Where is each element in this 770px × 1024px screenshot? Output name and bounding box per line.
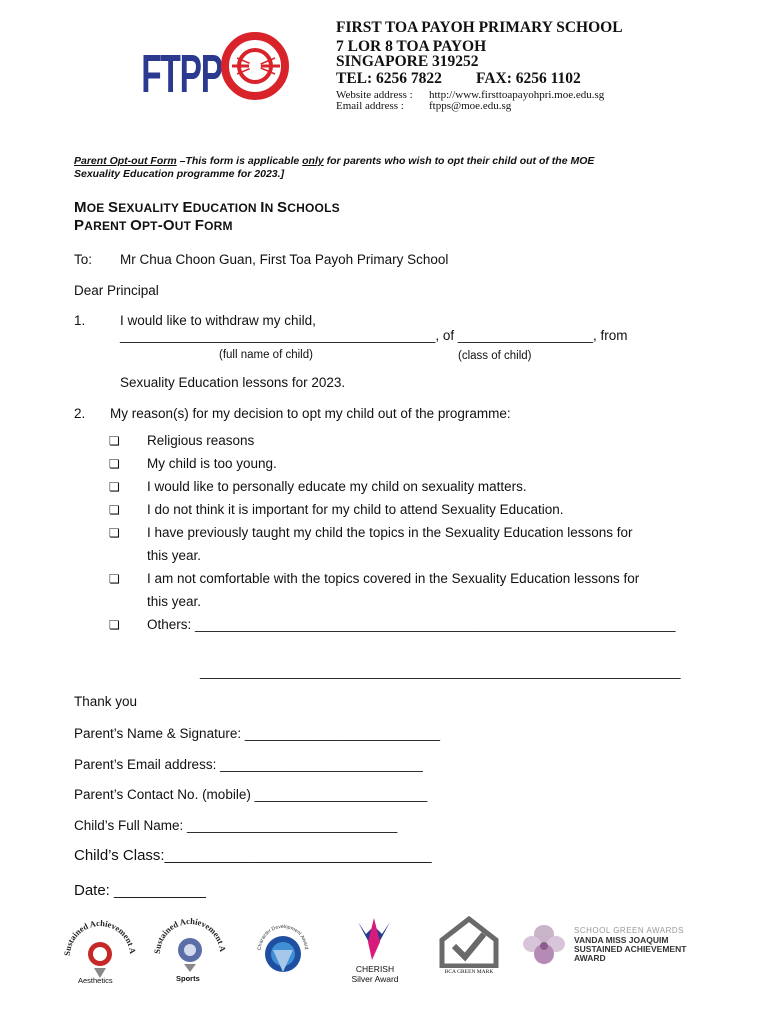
thank-you: Thank you bbox=[74, 694, 138, 709]
note-prefix: Parent Opt-out Form bbox=[74, 155, 177, 167]
award-sports bbox=[150, 914, 230, 994]
award-aesthetics-ring-text: Sustained Achievement A bbox=[61, 918, 138, 957]
title-fragment: S bbox=[107, 199, 119, 216]
checkbox-others[interactable]: ❏ bbox=[109, 618, 120, 632]
cherish-title: CHERISH bbox=[355, 964, 395, 974]
checkbox-religious[interactable]: ❏ bbox=[109, 434, 120, 448]
to-label: To: bbox=[74, 252, 93, 267]
bca-caption: BCA GREEN MARK bbox=[444, 969, 494, 975]
award-aesthetics bbox=[60, 918, 140, 998]
title-fragment: DUCATION bbox=[192, 201, 261, 215]
title-fragment: OE bbox=[86, 201, 108, 215]
award-bca-green-mark bbox=[438, 916, 500, 980]
recipient: Mr Chua Choon Guan, First Toa Payoh Primary School bbox=[120, 252, 449, 267]
item-1-line-3: Sexuality Education lessons for 2023. bbox=[120, 375, 346, 390]
reason-others[interactable]: Others: ________________________________________________________________ bbox=[147, 617, 676, 632]
item-2-text: My reason(s) for my decision to opt my child out of the programme: bbox=[110, 406, 511, 421]
caption-full-name: (full name of child) bbox=[219, 349, 313, 361]
form-title-line-1 bbox=[74, 199, 340, 217]
others-line-2[interactable]: ________________________________________________________________ bbox=[200, 664, 681, 679]
checkbox-too-young[interactable]: ❏ bbox=[109, 457, 120, 471]
title-fragment: N bbox=[264, 201, 278, 215]
note-mid: –This form is applicable bbox=[176, 155, 303, 167]
green-awards-line-1: SCHOOL GREEN AWARDS bbox=[574, 926, 684, 935]
salutation: Dear Principal bbox=[74, 283, 159, 298]
title-fragment: I bbox=[260, 199, 265, 216]
note-line-2: Sexuality Education programme for 2023.] bbox=[74, 168, 285, 180]
award-character-development bbox=[253, 920, 313, 980]
form-title-line-2 bbox=[74, 217, 233, 235]
title-fragment: E bbox=[182, 199, 193, 216]
title-fragment: F bbox=[194, 217, 205, 234]
award-sports-ring-text: Sustained Achievement A bbox=[151, 915, 228, 955]
title-fragment: O bbox=[130, 217, 142, 234]
checkbox-personally-educate[interactable]: ❏ bbox=[109, 480, 120, 494]
note-only: only bbox=[302, 155, 324, 167]
telephone: TEL: 6256 7822 bbox=[336, 70, 442, 87]
reason-not-comfortable: I am not comfortable with the topics covered in the Sexuality Education lessons for bbox=[147, 571, 640, 586]
email-label: Email address : bbox=[336, 100, 404, 112]
child-class-field[interactable]: Child’s Class:________________________________ bbox=[74, 847, 432, 864]
reason-religious: Religious reasons bbox=[147, 433, 255, 448]
title-fragment: S bbox=[277, 199, 288, 216]
title-fragment: -O bbox=[157, 217, 175, 234]
award-aesthetics-caption: Aesthetics bbox=[78, 976, 113, 985]
logo-letters: FTPP bbox=[141, 42, 222, 104]
form-note bbox=[74, 155, 694, 181]
award-sports-caption: Sports bbox=[176, 974, 200, 983]
reason-not-important: I do not think it is important for my child to attend Sexuality Education. bbox=[147, 502, 564, 517]
child-name-field[interactable]: Child’s Full Name: ____________________________ bbox=[74, 818, 398, 833]
website-label: Website address : bbox=[336, 89, 413, 101]
title-fragment: M bbox=[74, 199, 87, 216]
award-cherish bbox=[344, 912, 404, 992]
reason-not-comfortable-cont: this year. bbox=[147, 594, 202, 609]
award-character-ring-text: Character Development Award bbox=[256, 923, 310, 951]
title-fragment: CHOOLS bbox=[287, 201, 340, 215]
orchid-icon bbox=[520, 920, 568, 972]
parent-email-field[interactable]: Parent’s Email address: ___________________________ bbox=[74, 757, 423, 772]
website-link[interactable]: http://www.firsttoapayohpri.moe.edu.sg bbox=[429, 89, 605, 101]
reason-previously-taught-cont: this year. bbox=[147, 548, 202, 563]
green-awards-line-2: VANDA MISS JOAQUIM bbox=[574, 935, 669, 945]
address-line-2: SINGAPORE 319252 bbox=[336, 53, 479, 70]
reason-previously-taught: I have previously taught my child the topics in the Sexuality Education lessons for bbox=[147, 525, 633, 540]
email-link[interactable]: ftpps@moe.edu.sg bbox=[429, 100, 512, 112]
item-1-line-1: I would like to withdraw my child, bbox=[120, 313, 316, 328]
school-logo bbox=[140, 26, 290, 104]
title-fragment: PT bbox=[141, 219, 158, 233]
reason-personally-educate: I would like to personally educate my child on sexuality matters. bbox=[147, 479, 527, 494]
parent-name-field[interactable]: Parent’s Name & Signature: __________________________ bbox=[74, 726, 441, 741]
checkbox-not-comfortable[interactable]: ❏ bbox=[109, 572, 120, 586]
checkbox-not-important[interactable]: ❏ bbox=[109, 503, 120, 517]
note-rest: for parents who wish to opt their child out of the MOE bbox=[323, 155, 595, 167]
title-fragment: P bbox=[74, 217, 85, 234]
title-fragment: ORM bbox=[204, 219, 233, 233]
item-2-number: 2. bbox=[74, 406, 86, 421]
title-fragment: UT bbox=[174, 219, 195, 233]
parent-contact-field[interactable]: Parent’s Contact No. (mobile) _______________________ bbox=[74, 787, 428, 802]
cherish-subtitle: Silver Award bbox=[351, 974, 399, 984]
checkbox-previously-taught[interactable]: ❏ bbox=[109, 526, 120, 540]
address-line-1: 7 LOR 8 TOA PAYOH bbox=[336, 38, 487, 55]
item-1-blanks[interactable]: __________________________________________, of __________________, from bbox=[120, 328, 628, 343]
reason-too-young: My child is too young. bbox=[147, 456, 277, 471]
fax: FAX: 6256 1102 bbox=[476, 70, 581, 87]
green-awards-line-4: AWARD bbox=[574, 953, 606, 963]
date-field[interactable]: Date: ___________ bbox=[74, 882, 206, 899]
caption-class: (class of child) bbox=[458, 350, 532, 362]
item-1-number: 1. bbox=[74, 313, 86, 328]
title-fragment: ARENT bbox=[84, 219, 131, 233]
school-name: FIRST TOA PAYOH PRIMARY SCHOOL bbox=[336, 19, 623, 36]
green-awards-line-3: SUSTAINED ACHIEVEMENT bbox=[574, 944, 687, 954]
title-fragment: EXUALITY bbox=[118, 201, 183, 215]
